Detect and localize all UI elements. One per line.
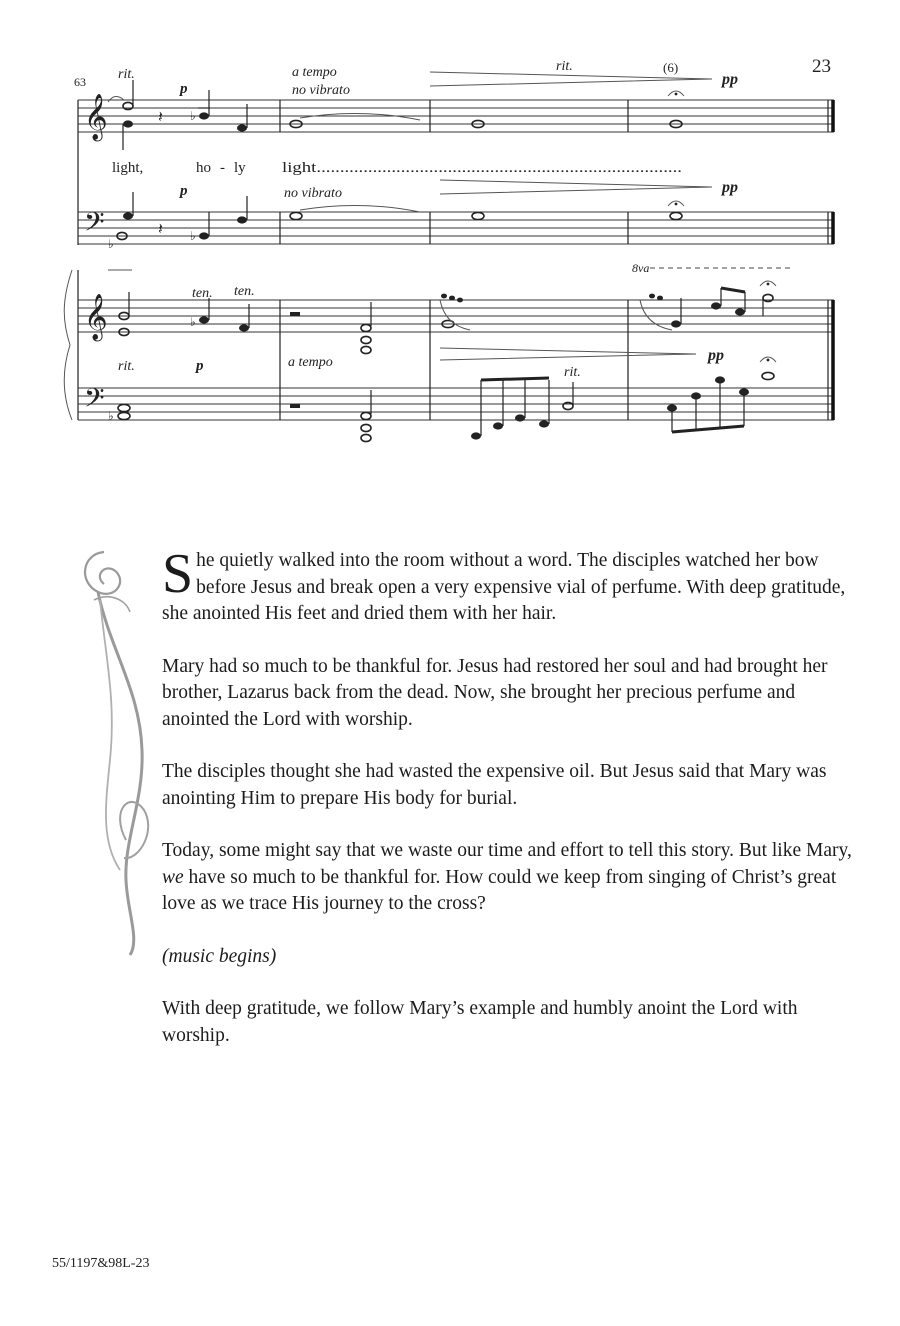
page-number: 23	[812, 56, 831, 77]
dynamic-p: p	[180, 81, 188, 97]
treble-clef-icon: 𝄞	[84, 94, 108, 139]
paragraph-text: he quietly walked into the room without a word. The disciples watched her bow before Jesus and break open a very expensive vial of perfume. With deep gratitude, she anointed His feet and dried them with her hair.	[162, 550, 846, 624]
staff3-notes	[119, 281, 776, 354]
no-vibrato-marking: no vibrato	[292, 83, 350, 98]
rit-marking: rit.	[556, 59, 573, 74]
svg-text:♭: ♭	[108, 409, 114, 423]
svg-text:♭: ♭	[190, 229, 196, 243]
lyrics	[112, 160, 682, 176]
a-tempo-marking: a tempo	[288, 355, 333, 370]
rit-marking: rit.	[118, 67, 135, 82]
lyric-syllable: ho	[196, 160, 211, 176]
rit-marking: rit.	[118, 359, 135, 374]
staff2-notes	[108, 192, 684, 270]
story-paragraph: Mary had so much to be thankful for. Jesus had restored her soul and had brought her brother, Lazarus back from the dead. Now, she brought her precious perfume and anointed the Lord with worship.	[162, 655, 828, 730]
story-paragraph	[162, 838, 852, 918]
music-score	[0, 0, 900, 450]
dynamic-pp: pp	[722, 71, 738, 88]
story-paragraph: The disciples thought she had wasted the expensive oil. But Jesus said that Mary was anointing Him to prepare His body for burial.	[162, 761, 827, 809]
flourish-ornament-icon	[70, 540, 160, 960]
paragraph-text: have so much to be thankful for. How could we keep from singing of Christ’s great love as we trace His journey to the cross?	[162, 866, 837, 914]
drop-cap: S	[162, 543, 194, 605]
story-paragraph	[162, 543, 852, 628]
emphasis: we	[162, 866, 184, 888]
story-text	[162, 543, 852, 1075]
decrescendo-hairpin	[440, 180, 712, 194]
no-vibrato-marking: no vibrato	[284, 186, 342, 201]
music-cue: (music begins)	[162, 945, 277, 967]
ottava-marking: 8va	[632, 261, 650, 275]
svg-text:𝄽: 𝄽	[158, 109, 163, 126]
rit-marking: rit.	[564, 365, 581, 380]
staff4-notes	[108, 357, 776, 442]
svg-text:♭: ♭	[108, 237, 114, 251]
svg-text:♭: ♭	[190, 109, 196, 123]
dynamic-pp: pp	[708, 347, 724, 364]
measure-count: (6)	[663, 60, 679, 75]
story-paragraph: With deep gratitude, we follow Mary’s example and humbly anoint the Lord with worship.	[162, 998, 798, 1046]
measure-number: 63	[74, 75, 86, 89]
lyric-syllable: ly	[234, 160, 246, 176]
tenuto-marking: ten.	[192, 286, 213, 301]
treble-clef-icon: 𝄞	[84, 294, 108, 339]
bass-clef-icon: 𝄢	[84, 383, 105, 419]
lyric-syllable: light,	[112, 160, 144, 176]
staff1-notes	[108, 80, 684, 150]
bass-clef-icon: 𝄢	[84, 207, 105, 243]
svg-text:𝄽: 𝄽	[158, 221, 163, 238]
footer-code: 55/1197&98L-23	[52, 1256, 150, 1271]
dynamic-p: p	[196, 358, 204, 374]
a-tempo-marking: a tempo	[292, 65, 337, 80]
lyric-syllable: light..............................................................................	[282, 160, 682, 176]
lyric-syllable: -	[220, 160, 225, 176]
svg-text:♭: ♭	[190, 315, 196, 329]
paragraph-text: Today, some might say that we waste our time and effort to tell this story. But like Mary,	[162, 840, 852, 861]
dynamic-pp: pp	[722, 179, 738, 196]
dynamic-p: p	[180, 183, 188, 199]
tenuto-marking: ten.	[234, 284, 255, 299]
barlines	[280, 100, 833, 420]
decrescendo-hairpin	[440, 348, 696, 360]
